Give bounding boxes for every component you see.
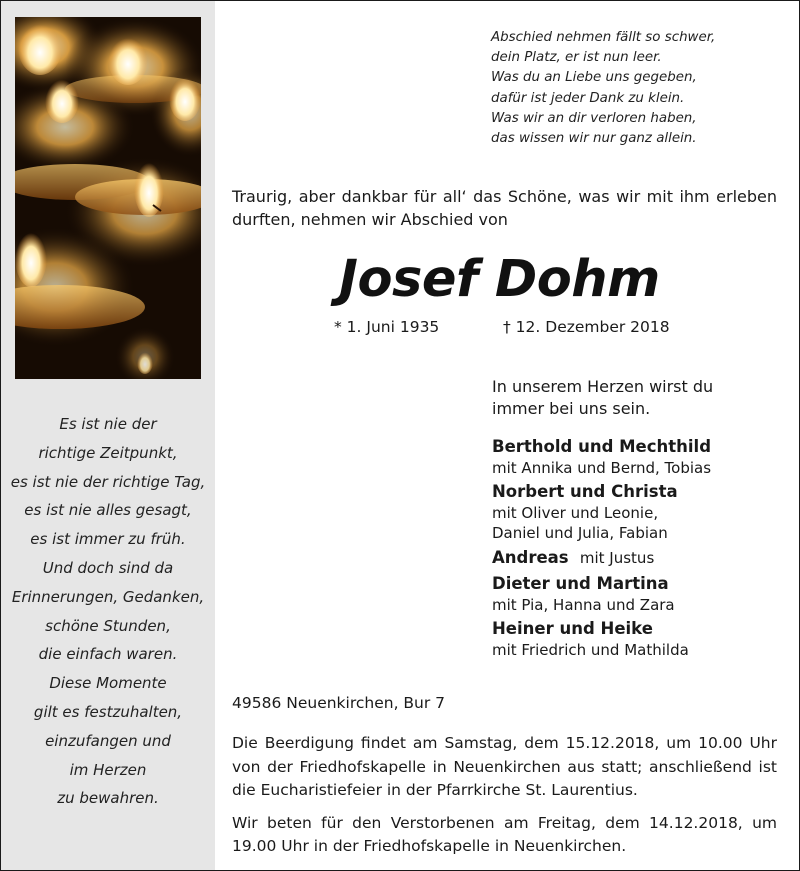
intro-text: Traurig, aber dankbar für all‘ das Schöne, was wir mit ihm erleben durften, nehmen wir Abschied von bbox=[232, 187, 777, 229]
side-poem-line: einzufangen und bbox=[45, 731, 171, 750]
side-poem-line: Erinnerungen, Gedanken, bbox=[11, 587, 205, 606]
side-poem-line: richtige Zeitpunkt, bbox=[38, 443, 178, 462]
heart-quote bbox=[492, 376, 782, 420]
top-poem-line: dein Platz, er ist nun leer. bbox=[491, 50, 662, 66]
mourner-group bbox=[492, 618, 792, 660]
mourner-group bbox=[492, 546, 792, 570]
funeral-info bbox=[232, 732, 777, 868]
mourner-relations: mit Friedrich und Mathilda bbox=[492, 641, 689, 659]
mourner-relations: Daniel und Julia, Fabian bbox=[492, 524, 668, 542]
mourner-relations: mit Oliver und Leonie, bbox=[492, 504, 659, 522]
deceased-name: Josef Dohm bbox=[339, 250, 660, 309]
side-poem-line: es ist nie alles gesagt, bbox=[24, 501, 192, 520]
prayer-paragraph: Wir beten für den Verstorbenen am Freitag, dem 14.12.2018, um 19.00 Uhr in der Friedhofskapelle in Neuenkirchen. bbox=[232, 813, 777, 855]
top-poem-line: das wissen wir nur ganz allein. bbox=[491, 131, 697, 147]
side-poem-line: zu bewahren. bbox=[57, 789, 159, 808]
mourner-group bbox=[492, 573, 792, 615]
side-poem-line: Und doch sind da bbox=[42, 558, 174, 577]
top-poem-line: dafür ist jeder Dank zu klein. bbox=[491, 90, 685, 106]
side-poem-line: schöne Stunden, bbox=[45, 616, 171, 635]
mourner-name: Norbert und Christa bbox=[492, 482, 678, 501]
heart-quote-line: immer bei uns sein. bbox=[492, 399, 651, 418]
funeral-paragraph: Die Beerdigung findet am Samstag, dem 15.12.2018, um 10.00 Uhr von der Friedhofskapelle in Neuenkirchen aus statt; anschließend ist die Eucharistiefeier in der Pfarrkirche St. Laurentius. bbox=[232, 734, 777, 799]
side-poem-line: es ist nie der richtige Tag, bbox=[10, 472, 206, 491]
top-poem bbox=[491, 28, 791, 149]
death-date: † 12. Dezember 2018 bbox=[503, 318, 670, 336]
mourner-name: Heiner und Heike bbox=[492, 619, 653, 638]
side-poem-line: gilt es festzuhalten, bbox=[33, 702, 183, 721]
address: 49586 Neuenkirchen, Bur 7 bbox=[232, 694, 446, 712]
mourner-name: Dieter und Martina bbox=[492, 574, 669, 593]
side-poem-line: Diese Momente bbox=[49, 674, 167, 693]
mourner-relations: mit Pia, Hanna und Zara bbox=[492, 596, 675, 614]
heart-quote-line: In unserem Herzen wirst du bbox=[492, 377, 714, 396]
side-poem-line: die einfach waren. bbox=[38, 645, 178, 664]
side-poem-line: Es ist nie der bbox=[59, 415, 157, 433]
side-poem bbox=[1, 410, 215, 813]
mourner-group bbox=[492, 436, 792, 478]
mourner-group bbox=[492, 481, 792, 543]
mourner-relations: mit Annika und Bernd, Tobias bbox=[492, 459, 712, 477]
top-poem-line: Abschied nehmen fällt so schwer, bbox=[491, 30, 716, 45]
top-poem-line: Was wir an dir verloren haben, bbox=[491, 110, 697, 126]
mourner-relations: mit Justus bbox=[579, 549, 655, 567]
candles-photo bbox=[15, 17, 201, 379]
side-poem-line: im Herzen bbox=[69, 760, 147, 779]
top-poem-line: Was du an Liebe uns gegeben, bbox=[491, 70, 697, 86]
side-poem-line: es ist immer zu früh. bbox=[30, 530, 186, 549]
mourners-list bbox=[492, 436, 792, 663]
mourner-name: Andreas bbox=[492, 548, 569, 567]
mourner-name: Berthold und Mechthild bbox=[492, 437, 712, 456]
birth-date: * 1. Juni 1935 bbox=[334, 318, 440, 336]
sidebar bbox=[1, 1, 215, 870]
